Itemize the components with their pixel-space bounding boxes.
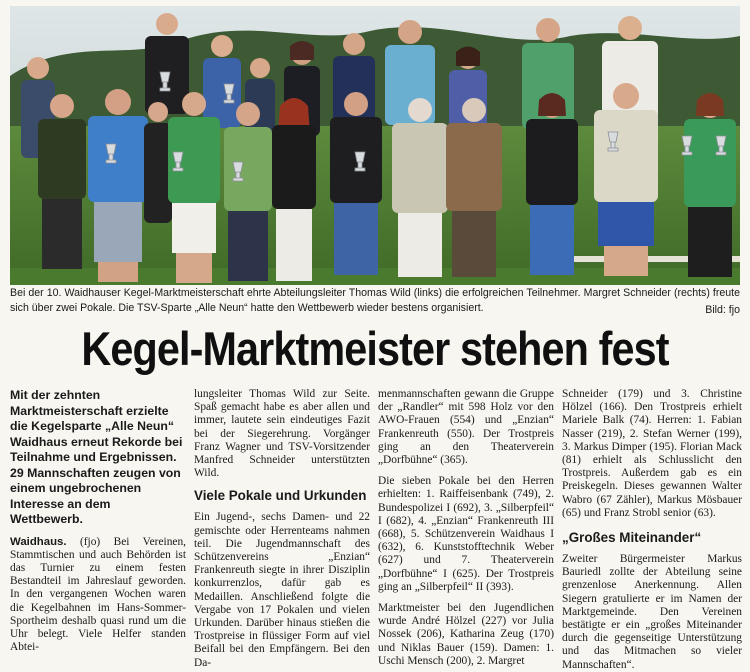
body-paragraph: Ein Jugend-, sechs Damen- und 22 gemischte oder Herrenteams nahmen teil. Die Jugendmannschaft des Schützenvereins „Enzian“ Frankenreuth siegte in ihrer Disziplin konkurrenzlos, dafür gab es Medaillen. Anschließend folgte die Vergabe von 17 Pokalen und vielen Urkunden. Darüber hinaus stießen die Trostpreise in flüssiger Form auf viel Beifall bei den Empfängern. Bei den Da- xyxy=(194,511,370,669)
dateline: Waidhaus. xyxy=(10,535,67,548)
body-paragraph: lungsleiter Thomas Wild zur Seite. Spaß gemacht habe es aber allen und immer, lautete sein eindeutiges Fazit bei der Siegerehrung. Vorgänger Franz Wagner und TSV-Vorsitzender Manfred Schneider unterstützten Wild. xyxy=(194,388,370,480)
headline: Kegel-Marktmeister stehen fest xyxy=(81,322,669,375)
body-paragraph: Schneider (179) und 3. Christine Hölzel (166). Den Trostpreis erhielt Mariele Balk (74). Herren: 1. Fabian Nasser (219), 2. Stefan Werner (199), 3. Markus Dimper (195). Florian Mack (81) erhielt als Schlusslicht den Trostpreis. Außerdem gab es ein Preiskegeln. Dieses gewannen Walter Wabro (67 Zähler), Markus Mösbauer (65) und Franz Strobl senior (63). xyxy=(562,388,742,519)
body-paragraph: Die sieben Pokale bei den Herren erhielten: 1. Raiffeisenbank (749), 2. Bundespolizei I (692), 3. „Silberpfeil“ I (682), 4. „Enzian“ Frankenreuth III (668), 5. Schützenverein Waidhaus I (632), 6. Kunststofftechnik Weber (627) und 7. Theaterverein „Dorfbühne“ I (625). Der Trostpreis ging an „Silberpfeil“ II (393). xyxy=(378,475,554,593)
article-column-1 xyxy=(10,388,186,654)
body-paragraph: Marktmeister bei den Jugendlichen wurde André Hölzel (227) vor Julia Nossek (206), Katharina Zeug (170) und Niklas Bauer (159). Damen: 1. Uschi Mensch (200), 2. Margret xyxy=(378,602,554,667)
article-column-2 xyxy=(194,388,370,669)
body-paragraph xyxy=(10,536,186,655)
article-column-4 xyxy=(562,388,742,671)
body-paragraph: menmannschaften gewann die Gruppe der „Randler“ mit 598 Holz vor den AWO-Frauen (554) und „Enzian“ Frankenreuth (550). Der Trostpreis ging an den Theaterverein „Dorfbühne“ (365). xyxy=(378,388,554,467)
lead-paragraph: Mit der zehnten Marktmeisterschaft erzielte die Kegelsparte „Alle Neun“ Waidhaus erneut Rekorde bei Teilnahme und Ergebnissen. 29 Mannschaften zeugen von einem ungebrochenen Interesse an dem Wettbewerb. xyxy=(10,388,183,526)
group-photo xyxy=(10,6,740,285)
group-photo-graphic xyxy=(10,6,740,285)
photo-credit: Bild: fjo xyxy=(701,303,740,318)
article-column-3 xyxy=(378,388,554,667)
caption-text: Bei der 10. Waidhauser Kegel-Marktmeisterschaft ehrte Abteilungsleiter Thomas Wild (links) die erfolgreichen Teilnehmer. Margret Schneider (rechts) freute sich über zwei Pokale. Die TSV-Sparte „Alle Neun“ hatte den Wettbewerb wieder bestens organisiert. xyxy=(10,287,740,314)
subheading: Viele Pokale und Urkunden xyxy=(194,488,367,504)
body-paragraph: Zweiter Bürgermeister Markus Bauriedl zollte der Abteilung seine grenzenlose Anerkennung. Allen Siegern gratulierte er im Namen der Marktgemeinde. Den Vereinen bestätigte er ein „großes Miteinander durch die gegenseitige Unterstützung und das Mitmachen so vieler Mannschaften“. xyxy=(562,553,742,671)
body-text: (fjo) Bei Vereinen, Stammtischen und auch Behörden ist das Turnier zu einem festen Bestandteil im Jahreslauf geworden. In den vergangenen Wochen waren die Kegelbahnen im Hans-Sommer-Sportheim deshalb quasi rund um die Uhr belegt. Viele Helfer standen Abtei- xyxy=(10,535,186,654)
subheading: „Großes Miteinander“ xyxy=(562,530,702,546)
photo-caption xyxy=(10,286,740,318)
